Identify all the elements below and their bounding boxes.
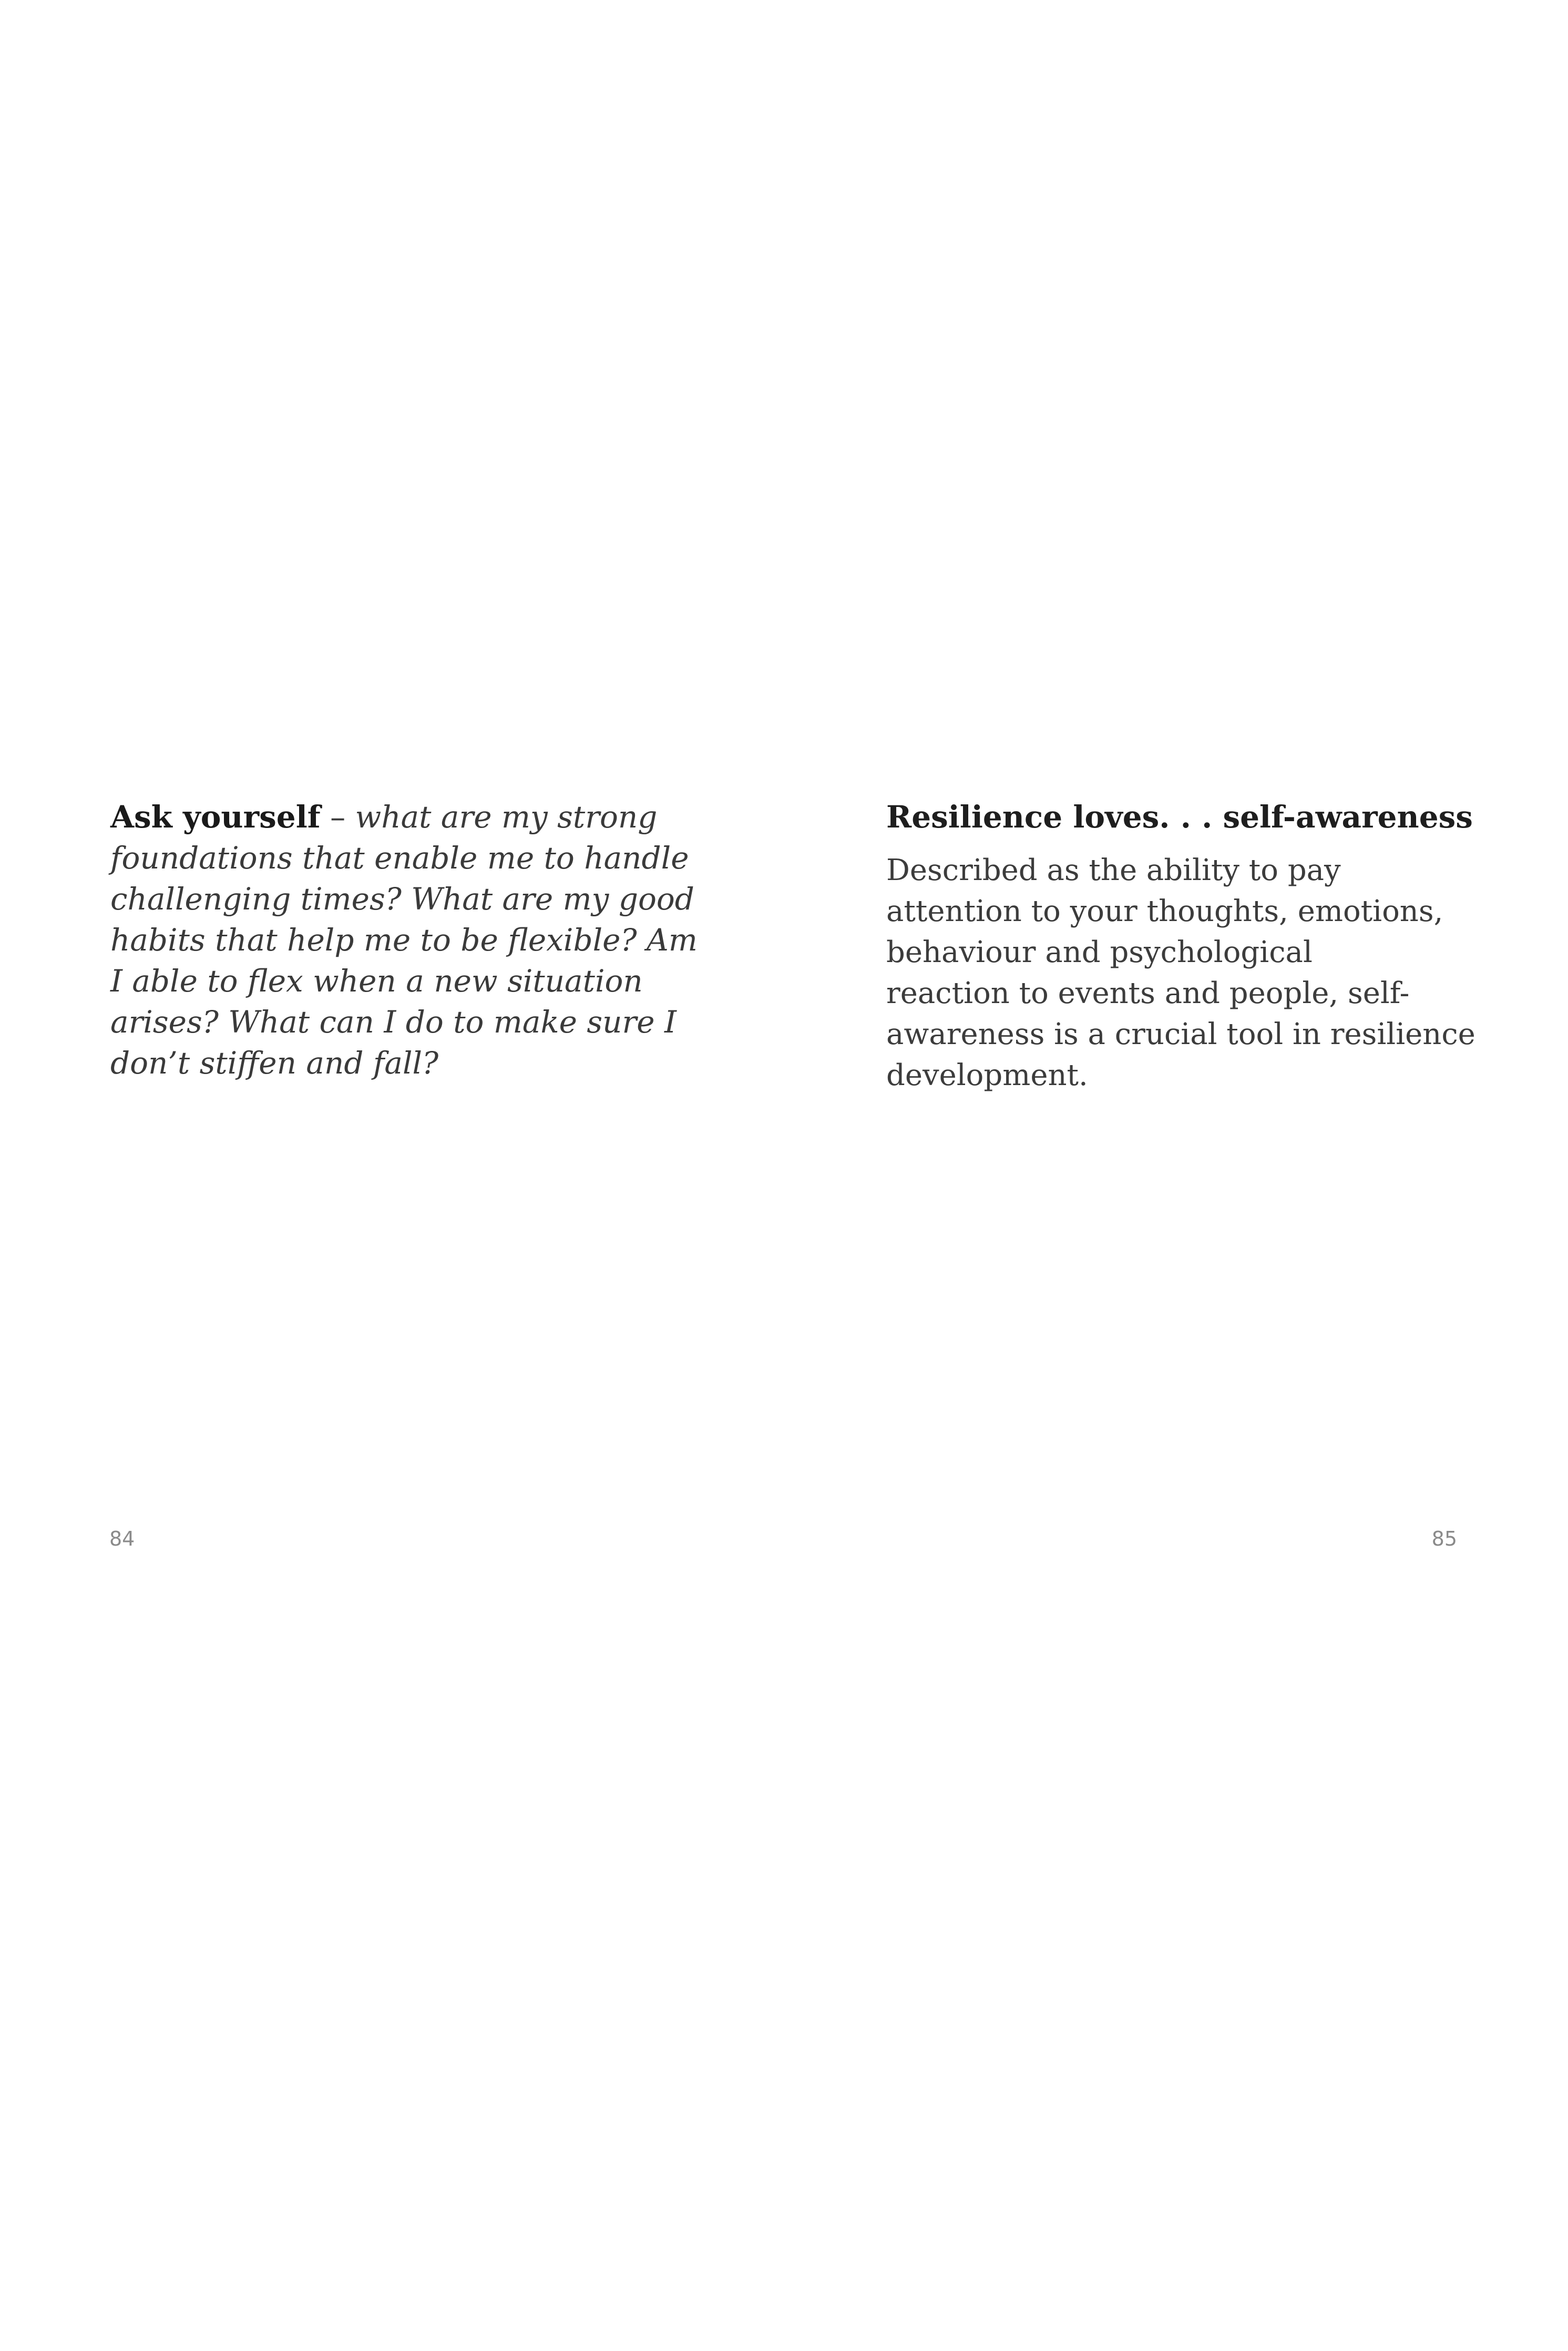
prompt-question-line: I able to flex when a new situation: [110, 963, 643, 999]
body-line: behaviour and psychological: [886, 935, 1313, 969]
right-page: [784, 0, 1567, 2351]
body-line: awareness is a crucial tool in resilience: [886, 1017, 1475, 1051]
prompt-question-line: what are my strong: [355, 799, 658, 835]
prompt-dash: –: [320, 799, 355, 835]
body-line: reaction to events and people, self-: [886, 976, 1410, 1010]
prompt-question-line: arises? What can I do to make sure I: [110, 1004, 677, 1040]
section-body: [886, 850, 1491, 1096]
prompt-question-line: don’t stiffen and fall?: [110, 1045, 439, 1081]
prompt-line-1: [110, 796, 689, 837]
body-line: development.: [886, 1058, 1088, 1092]
page-number-right: 85: [1431, 1527, 1457, 1550]
prompt-lead: Ask yourself: [110, 799, 321, 835]
reflection-prompt: [110, 796, 698, 1083]
prompt-question-line: habits that help me to be flexible? Am: [110, 922, 698, 958]
section-content: [886, 796, 1491, 1096]
prompt-question-line: challenging times? What are my good: [110, 881, 694, 917]
prompt-question-line: foundations that enable me to handle: [110, 840, 689, 876]
section-heading: Resilience loves. . . self-awareness: [886, 799, 1473, 835]
body-line: attention to your thoughts, emotions,: [886, 894, 1443, 928]
body-line: Described as the ability to pay: [886, 853, 1341, 887]
page-number-left: 84: [109, 1527, 135, 1550]
